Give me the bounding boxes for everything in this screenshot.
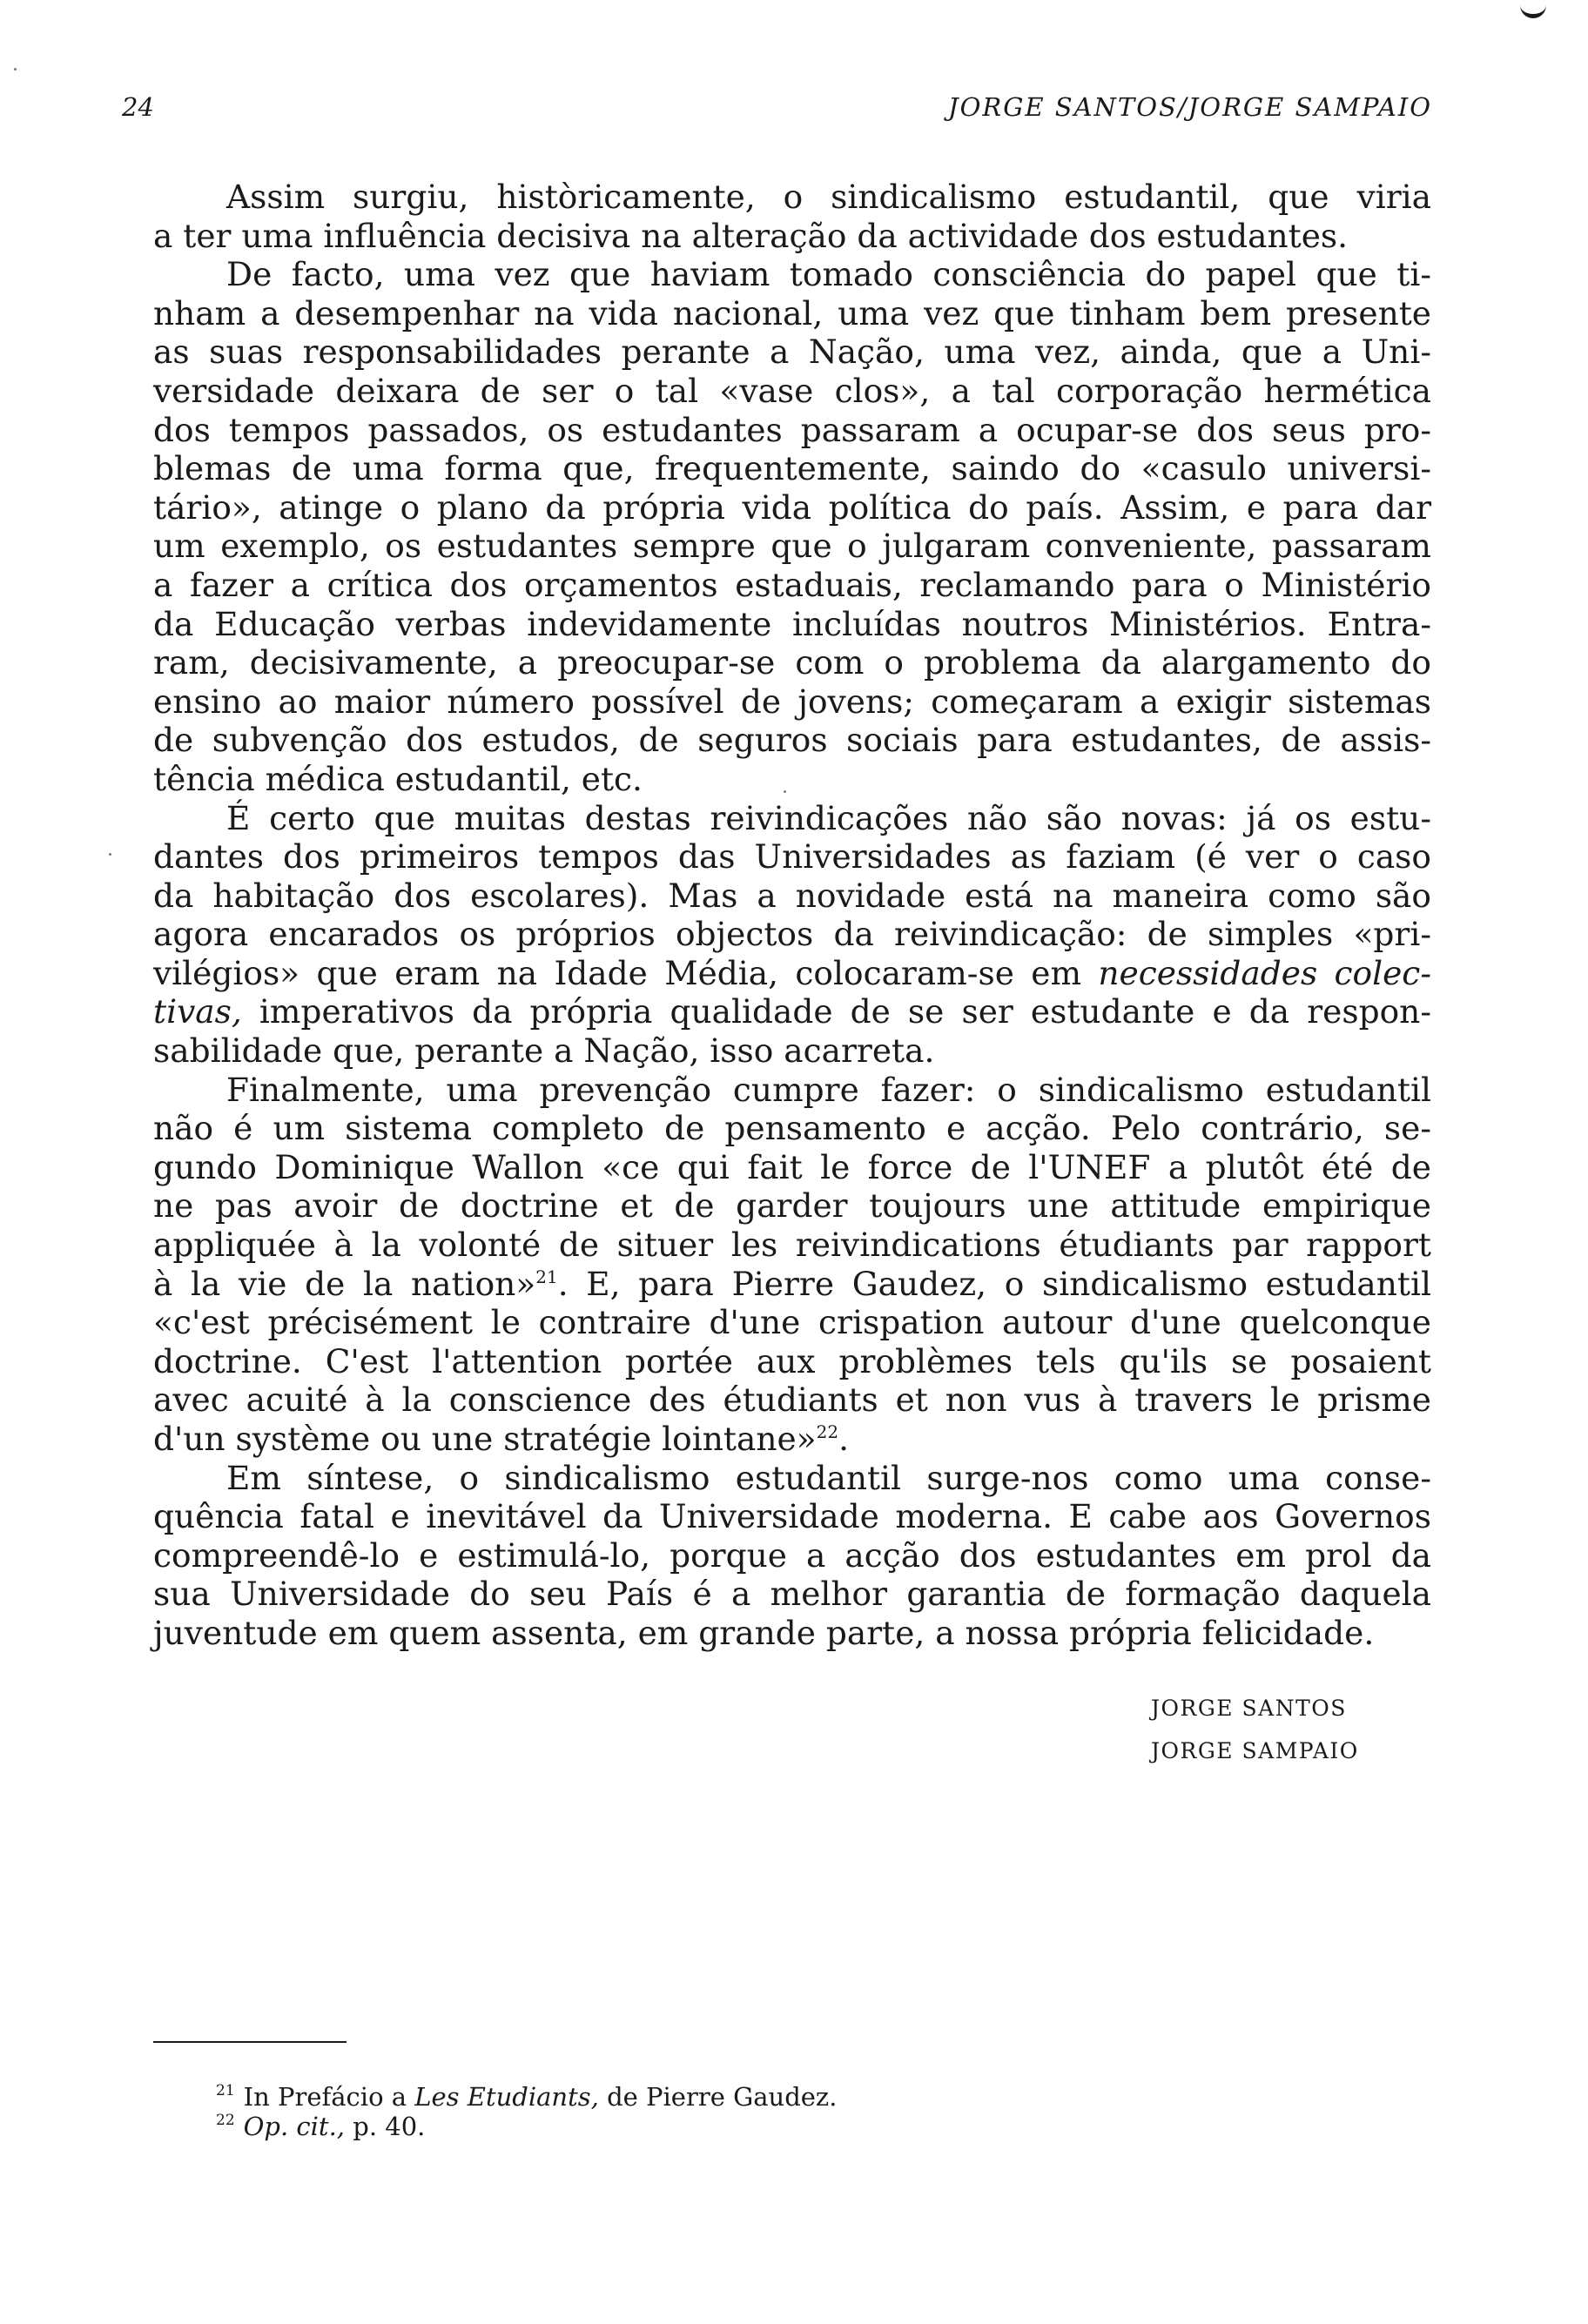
text-line: É certo que muitas destas reivindicações não são novas: já os estu-	[226, 798, 1431, 837]
text-line: tário», atinge o plano da própria vida política do país. Assim, e para dar	[153, 487, 1431, 527]
footnote-text: de Pierre Gaudez.	[598, 2082, 838, 2112]
text-line: versidade deixara de ser o tal «vase clos», a tal corporação hermética	[153, 371, 1431, 410]
text-line: dos tempos passados, os estudantes passaram a ocupar-se dos seus pro-	[153, 410, 1431, 449]
scan-corner-mark	[1520, 3, 1546, 18]
footnote-italic: Op. cit.,	[243, 2112, 346, 2141]
scan-speck	[109, 853, 111, 856]
text-line-mixed	[153, 1265, 1431, 1304]
text-line: sabilidade que, perante a Nação, isso acarreta.	[153, 1031, 935, 1071]
text-line-mixed	[153, 954, 1431, 993]
text-line: da Educação verbas indevidamente incluídas noutros Ministérios. Entra-	[153, 604, 1431, 643]
text-segment: imperativos da própria qualidade de se ser estudante e da respon-	[241, 992, 1431, 1031]
text-segment: à la vie de la nation»	[153, 1264, 536, 1303]
text-line: nham a desempenhar na vida nacional, uma vez que tinham bem presente	[153, 293, 1431, 332]
signature-name: JORGE SAMPAIO	[1151, 1738, 1359, 1763]
running-head-title: JORGE SANTOS/JORGE SAMPAIO	[947, 92, 1432, 122]
text-line: da habitação dos escolares). Mas a novidade está na maneira como são	[153, 876, 1431, 915]
text-line: ram, decisivamente, a preocupar-se com o problema da alargamento do	[153, 643, 1431, 682]
footnotes	[216, 2082, 837, 2141]
text-line: dantes dos primeiros tempos das Universidades as faziam (é ver o caso	[153, 837, 1431, 877]
text-line: quência fatal e inevitável da Universidade moderna. E cabe aos Governos	[153, 1497, 1431, 1536]
footnote-number: 22	[216, 2112, 235, 2129]
footnote-italic: Les Etudiants,	[414, 2082, 599, 2112]
text-line: juventude em quem assenta, em grande parte, a nossa própria felicidade.	[153, 1613, 1375, 1652]
text-line-mixed	[153, 1420, 1431, 1459]
footnote-reference[interactable]: 21	[535, 1266, 558, 1287]
text-line: um exemplo, os estudantes sempre que o julgaram conveniente, passaram	[153, 527, 1431, 566]
footnote-item	[216, 2112, 837, 2141]
text-line: gundo Dominique Wallon «ce qui fait le force de l'UNEF a plutôt été de	[153, 1147, 1431, 1186]
text-line: compreendê-lo e estimulá-lo, porque a acção dos estudantes em prol da	[153, 1535, 1431, 1575]
footnote-divider	[153, 2041, 347, 2043]
footnote-number: 21	[216, 2082, 235, 2099]
body-text	[153, 178, 1431, 1653]
text-segment: d'un système ou une stratégie lointane»	[153, 1420, 817, 1458]
footnote-item	[216, 2082, 837, 2112]
signature-block	[1151, 1687, 1359, 1772]
page-number: 24	[122, 92, 154, 122]
text-line: Assim surgiu, històricamente, o sindicalismo estudantil, que viria	[226, 178, 1431, 216]
running-head	[122, 92, 1432, 136]
text-line: ne pas avoir de doctrine et de garder toujours une attitude empirique	[153, 1186, 1431, 1226]
text-line: blemas de uma forma que, frequentemente, saindo do «casulo universi-	[153, 449, 1431, 488]
text-line: doctrine. C'est l'attention portée aux problèmes tels qu'ils se posaient	[153, 1341, 1431, 1380]
text-line: De facto, uma vez que haviam tomado consciência do papel que ti-	[226, 255, 1431, 294]
footnote-text: p. 40.	[345, 2112, 426, 2141]
text-line: as suas responsabilidades perante a Nação, uma vez, ainda, que a Uni-	[153, 332, 1431, 372]
footnote-reference[interactable]: 22	[816, 1421, 839, 1442]
text-line: avec acuité à la conscience des étudiants et non vus à travers le prisme	[153, 1380, 1431, 1420]
text-line: agora encarados os próprios objectos da reivindicação: de simples «pri-	[153, 915, 1431, 954]
text-line-mixed	[153, 992, 1431, 1031]
italic-phrase: tivas,	[153, 992, 242, 1031]
text-segment: .	[838, 1420, 849, 1458]
text-segment: . E, para Pierre Gaudez, o sindicalismo estudantil	[557, 1264, 1431, 1303]
text-line: Em síntese, o sindicalismo estudantil surge-nos como uma conse-	[226, 1458, 1431, 1497]
text-line: tência médica estudantil, etc.	[153, 759, 643, 798]
footnote-text: In Prefácio a	[243, 2082, 415, 2112]
text-segment: vilégios» que eram na Idade Média, colocaram-se em	[153, 953, 1099, 992]
italic-phrase: necessidades colec-	[1098, 953, 1431, 992]
scan-speck	[14, 68, 17, 71]
text-line: sua Universidade do seu País é a melhor garantia de formação daquela	[153, 1575, 1431, 1614]
text-line: appliquée à la volonté de situer les reivindications étudiants par rapport	[153, 1226, 1431, 1265]
text-line: «c'est précisément le contraire d'une crispation autour d'une quelconque	[153, 1303, 1431, 1342]
text-line: a fazer a crítica dos orçamentos estaduais, reclamando para o Ministério	[153, 565, 1431, 604]
text-line: não é um sistema completo de pensamento e acção. Pelo contrário, se-	[153, 1109, 1431, 1148]
signature-name: JORGE SANTOS	[1151, 1696, 1347, 1721]
text-line: ensino ao maior número possível de jovens; começaram a exigir sistemas	[153, 682, 1431, 721]
text-line: de subvenção dos estudos, de seguros sociais para estudantes, de assis-	[153, 721, 1431, 760]
text-line: a ter uma influência decisiva na alteração da actividade dos estudantes.	[153, 216, 1349, 255]
text-line: Finalmente, uma prevenção cumpre fazer: o sindicalismo estudantil	[226, 1070, 1431, 1109]
